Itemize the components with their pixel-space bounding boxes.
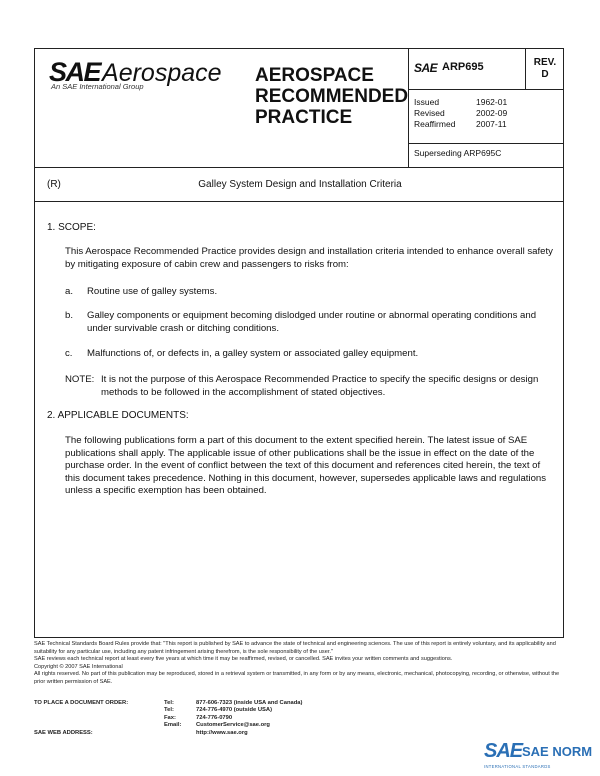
title-line-1: AEROSPACE [255,65,374,86]
logo-sae: SAE [49,57,101,87]
note-marker: NOTE: [65,374,95,385]
footer-rights: All rights reserved. No part of this publication may be reproduced, stored in a retrieval system or transmitted, in any form or by any means, electronic, mechanical, photocopying, recording, or otherwise, without the prior written permission of SAE. [34,671,560,685]
revision-label: REV. [533,57,557,68]
email-link[interactable]: CustomerService@sae.org [196,722,270,729]
web-label: SAE WEB ADDRESS: [34,729,93,736]
section-2-text: The following publications form a part of this document to the extent specified herein. The latest issue of SAE publications shall apply. The applicable issue of other publications shall be the issue in effect on the date of the purchase order. In the event of conflict between the text of this document and references cited herein, the text of this document takes precedence. Nothing in this document, however, supersedes applicable laws and regulations unless a specific exemption has been obtained. [65,435,547,496]
revised-row [414,108,507,119]
list-text-c: Malfunctions of, or defects in, a galley system or associated galley equipment. [87,348,419,359]
document-number: ARP695 [442,61,484,73]
footer-rules: SAE Technical Standards Board Rules provide that: "This report is published by SAE to advance the state of technical and engineering sciences. The use of this report is entirely voluntary, and its applicability and suitability for any particular use, including any patent infringement arising therefrom, is the sole responsibility of the user." [34,641,556,655]
tel-intl: 724-776-4970 (outside USA) [196,707,273,714]
section-2-heading: 2. APPLICABLE DOCUMENTS: [47,410,189,421]
document-number-row [408,49,563,90]
reaffirmed-value: 2007-11 [476,119,507,129]
list-text-b: Galley components or equipment becoming dislodged under routine or abnormal operating conditions and under survivable crash or ditching conditions. [87,310,537,334]
sae-norm-stamp [484,740,594,772]
email-label: Email: [164,722,182,729]
list-text-a: Routine use of galley systems. [87,286,218,297]
header-right [408,49,563,167]
sae-aerospace-logo [49,57,234,97]
note-text: It is not the purpose of this Aerospace Recommended Practice to specify the specific designs or design methods to be followed in the accomplishment of stated objectives. [101,374,539,398]
revised-label: Revised [414,108,445,118]
revised-value: 2002-09 [476,108,508,118]
issued-row [414,97,507,108]
order-label: TO PLACE A DOCUMENT ORDER: [34,700,129,706]
document-body [34,202,564,638]
list-marker-a: a. [65,286,74,297]
revision-box [525,49,564,89]
superseding-note: Superseding ARP695C [408,143,563,162]
section-1-intro: This Aerospace Recommended Practice provides design and installation criteria intended to enhance overall safety by mitigating exposure of cabin crew and passengers to risks from: [65,246,553,270]
list-marker-b: b. [65,310,74,321]
revision-value: D [541,69,549,80]
section-1-heading: 1. SCOPE: [47,222,96,233]
stamp-subtext: INTERNATIONAL STANDARDS [484,764,551,769]
footer-review: SAE reviews each technical report at least every five years at which time it may be reaffirmed, revised, or cancelled. SAE invites your written comments and suggestions. [34,656,453,663]
issued-value: 1962-01 [476,97,508,107]
logo-tagline: An SAE International Group [51,82,144,91]
header-box [34,48,564,168]
legal-footer [34,641,564,687]
fax-label: Fax: [164,714,176,721]
tel-label: Tel: [164,700,174,706]
tel2-label: Tel: [164,707,174,714]
list-marker-c: c. [65,348,73,359]
doc-prefix: SAE [414,61,438,75]
web-link[interactable]: http://www.sae.org [196,729,248,736]
footer-copyright: Copyright © 2007 SAE International [34,663,123,670]
header-left [35,49,409,167]
title-line-2: RECOMMENDED [255,86,409,107]
logo-aerospace: Aerospace [102,59,222,87]
dates-table [414,97,507,130]
stamp-text: SAE NORM [522,744,593,759]
document-type-title [255,65,408,128]
fax-number: 724-776-0790 [196,714,233,721]
title-line-3: PRACTICE [255,107,353,128]
reaffirmed-label: Reaffirmed [414,119,456,129]
issued-label: Issued [414,97,440,107]
document-subject-title: Galley System Design and Installation Criteria [198,179,402,190]
subject-row [34,168,564,202]
reaffirmed-row [414,119,507,130]
revision-marker: (R) [47,179,61,190]
tel-us: 877-606-7323 (inside USA and Canada) [196,700,303,706]
stamp-sae-logo: SAE [484,740,523,762]
